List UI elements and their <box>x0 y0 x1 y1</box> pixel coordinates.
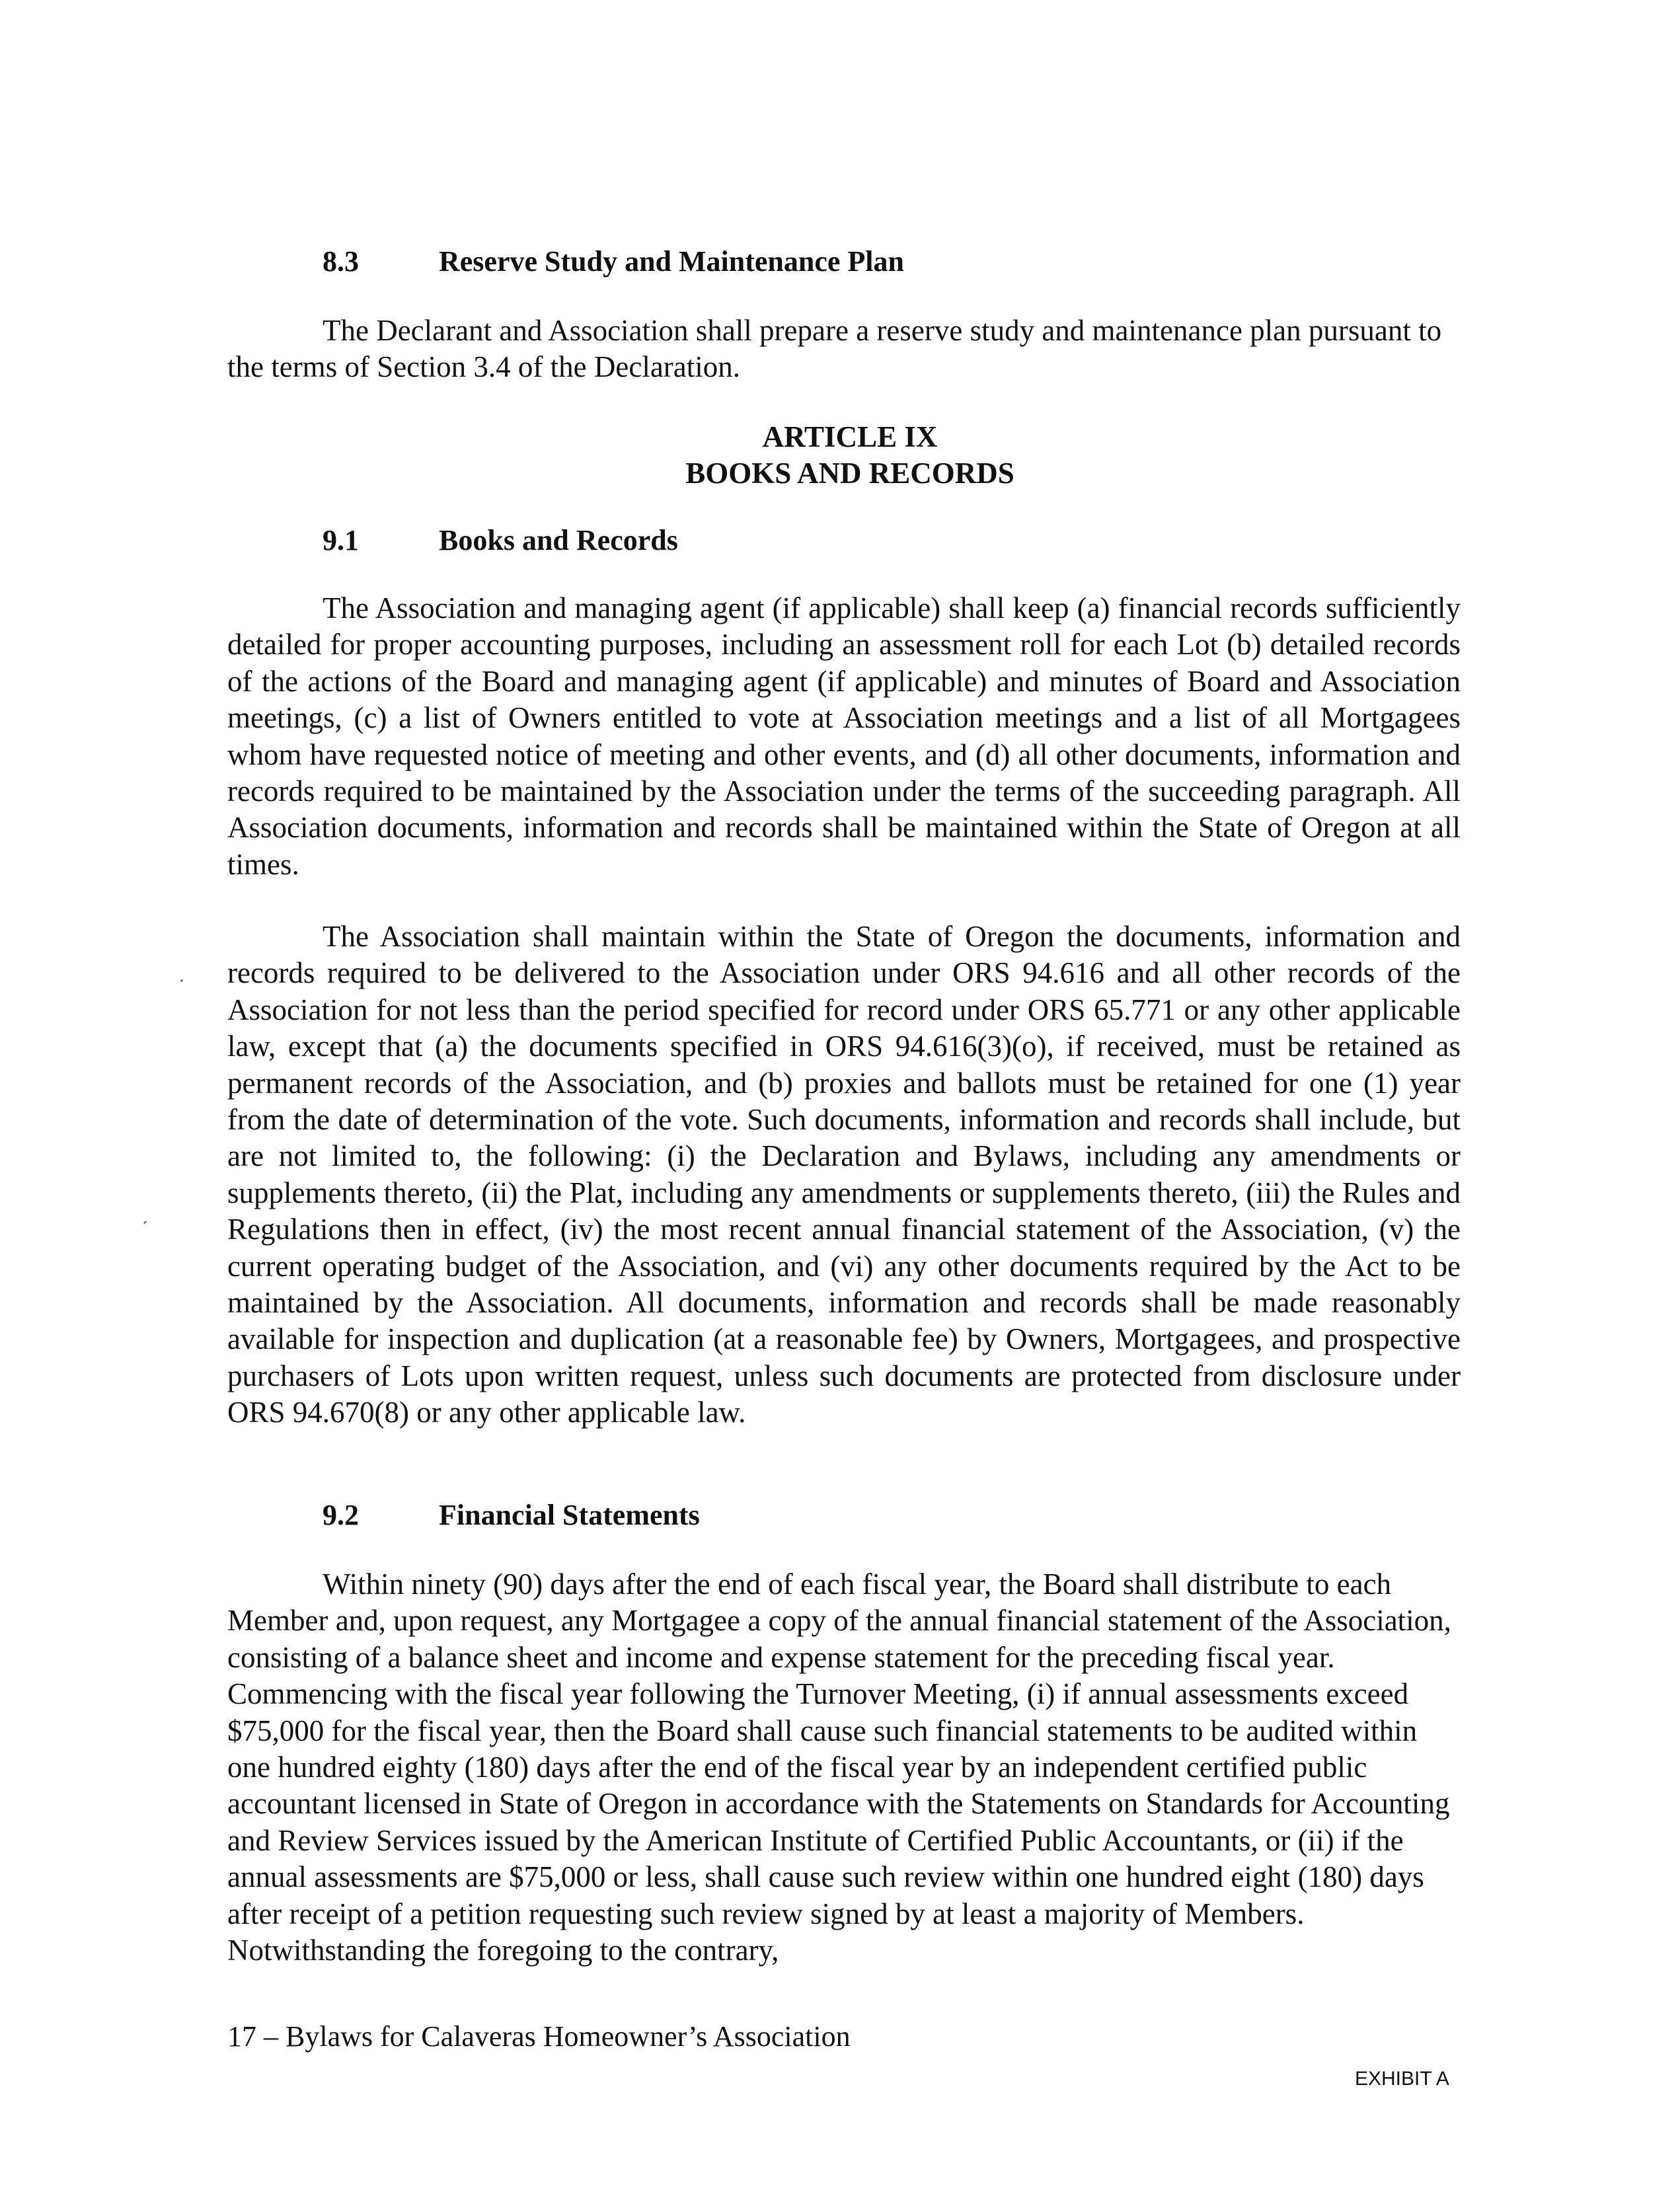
exhibit-label: EXHIBIT A <box>1355 2068 1449 2090</box>
section-title: Financial Statements <box>439 1499 700 1531</box>
section-title: Books and Records <box>439 524 678 556</box>
section-9-2-paragraph: Within ninety (90) days after the end of each fiscal year, the Board shall distribute to each Member and, upon request, any Mortgagee a copy of the annual financial statement of the Association, consisting of a balance sheet and income and expense statement for the preceding fiscal year. Commencing with the fiscal year following the Turnover Meeting, (i) if annual assessments exceed $75,000 for the fiscal year, then the Board shall cause such financial statements to be audited within one hundred eighty (180) days after the end of the fiscal year by an independent certified public accountant licensed in State of Oregon in accordance with the Statements on Standards for Accounting and Review Services issued by the American Institute of Certified Public Accountants, or (ii) if the annual assessments are $75,000 or less, shall cause such review within one hundred eight (180) days after receipt of a petition requesting such review signed by at least a majority of Members. Notwithstanding the foregoing to the contrary, <box>227 1568 1451 1967</box>
section-title: Reserve Study and Maintenance Plan <box>439 245 904 278</box>
page-footer: 17 – Bylaws for Calaveras Homeowner’s Association <box>227 2020 851 2053</box>
section-9-1-paragraph-1: The Association and managing agent (if applicable) shall keep (a) financial records sufficiently detailed for proper accounting purposes, including an assessment roll for each Lot (b) detailed records of the actions of the Board and managing agent (if applicable) and minutes of Board and Association meetings, (c) a list of Owners entitled to vote at Association meetings and a list of all Mortgagees whom have requested notice of meeting and other events, and (d) all other documents, information and records required to be maintained by the Association under the terms of the succeeding paragraph. All Association documents, information and records shall be maintained within the State of Oregon at all times. <box>227 591 1461 881</box>
section-number: 8.3 <box>323 245 359 278</box>
article-title: BOOKS AND RECORDS <box>685 457 1014 490</box>
section-heading-9-2 <box>323 1497 700 1534</box>
section-number: 9.2 <box>323 1499 359 1531</box>
section-number: 9.1 <box>323 524 359 556</box>
article-label: ARTICLE IX <box>762 420 938 453</box>
section-9-1-paragraph-2: The Association shall maintain within the State of Oregon the documents, information and records required to be delivered to the Association under ORS 94.616 and all other records of the Association for not less than the period specified for record under ORS 65.771 or any other applicable law, except that (a) the documents specified in ORS 94.616(3)(o), if received, must be retained as permanent records of the Association, and (b) proxies and ballots must be retained for one (1) year from the date of determination of the vote. Such documents, information and records shall include, but are not limited to, the following: (i) the Declaration and Bylaws, including any amendments or supplements thereto, (ii) the Plat, including any amendments or supplements thereto, (iii) the Rules and Regulations then in effect, (iv) the most recent annual financial statement of the Association, (v) the current operating budget of the Association, and (vi) any other documents required by the Act to be maintained by the Association. All documents, information and records shall be made reasonably available for inspection and duplication (at a reasonable fee) by Owners, Mortgagees, and prospective purchasers of Lots upon written request, unless such documents are protected from disclosure under ORS 94.670(8) or any other applicable law. <box>227 920 1461 1429</box>
scan-mark: ˏ <box>141 1203 148 1225</box>
scan-mark: · <box>178 969 185 991</box>
section-heading-8-3 <box>323 243 904 280</box>
section-8-3-paragraph: The Declarant and Association shall prepare a reserve study and maintenance plan pursuant to the terms of Section 3.4 of the Declaration. <box>227 314 1442 384</box>
section-heading-9-1 <box>323 522 678 559</box>
